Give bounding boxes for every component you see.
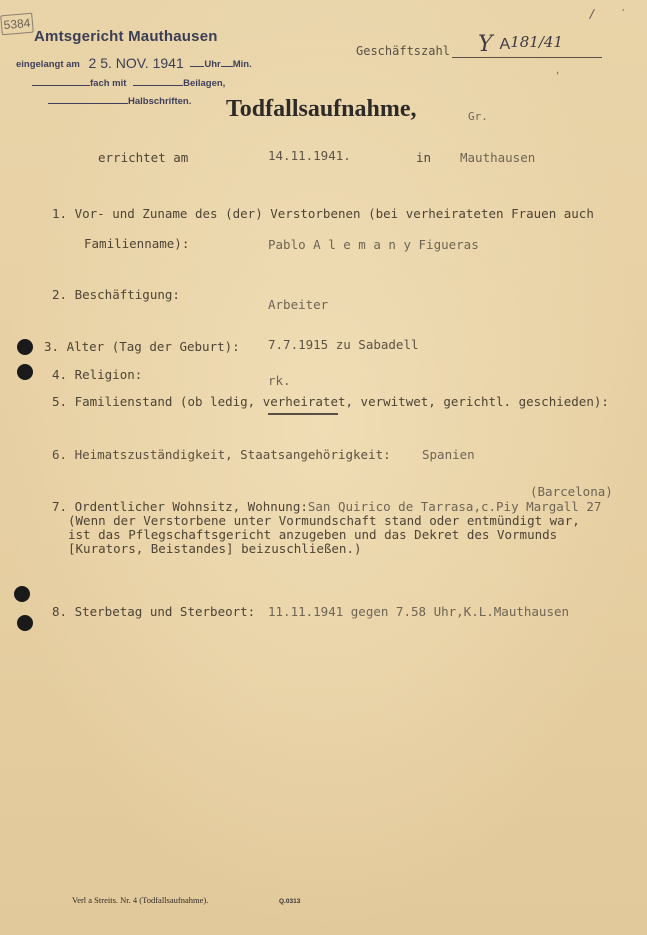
received-label: eingelangt am <box>16 59 80 70</box>
errichtet-label: errichtet am <box>98 150 189 165</box>
item3-label: 3. Alter (Tag der Geburt): <box>44 339 240 354</box>
in-label: in <box>416 150 432 165</box>
beilagen-blank <box>133 85 183 86</box>
item6-value: Spanien <box>422 447 475 462</box>
item7-line3: ist das Pflegschaftsgericht anzugeben und das Dekret des Vormunds <box>68 527 558 542</box>
punch-hole-second <box>17 364 33 380</box>
item3-value: 7.7.1915 zu Sabadell <box>268 337 419 352</box>
pencil-comma: , <box>556 64 560 76</box>
place-value: Mauthausen <box>460 150 536 165</box>
geschaeftszahl-letter: A <box>499 36 511 53</box>
gr-mark: Gr. <box>468 110 488 123</box>
item7-line4: [Kurators, Beistandes] beizuschließen.) <box>68 541 362 556</box>
item2-label: 2. Beschäftigung: <box>52 287 180 302</box>
item1-value: Pablo A l e m a n y Figueras <box>268 237 479 252</box>
item4-value: rk. <box>268 373 291 388</box>
item5-label: 5. Familienstand (ob ledig, verheiratet, verwitwet, gerichtl. geschieden): <box>52 394 609 409</box>
item7-label <box>52 499 601 514</box>
familienstand-rule <box>268 413 338 415</box>
footer-publisher: Verl a Streits. Nr. 4 (Todfallsaufnahme). <box>72 895 209 905</box>
geschaeftszahl-prefix: Y <box>478 32 493 57</box>
fach-line <box>32 78 225 89</box>
item1-label: 1. Vor- und Zuname des (der) Verstorbenen (bei verheirateten Frauen auch <box>52 206 594 221</box>
halbschriften-label: Halbschriften. <box>128 96 192 107</box>
page-title: Todfallsaufnahme, <box>226 96 417 122</box>
beilagen-label: Beilagen, <box>183 78 226 89</box>
punch-hole-third <box>14 586 30 602</box>
item7-label-text: 7. Ordentlicher Wohnsitz, Wohnung: <box>52 499 308 514</box>
item4-label: 4. Religion: <box>52 367 143 382</box>
received-date: 2 5. NOV. 1941 <box>88 55 184 71</box>
court-stamp: Amtsgericht Mauthausen <box>34 28 218 45</box>
halbschriften-blank <box>48 103 128 104</box>
item8-value: 11.11.1941 gegen 7.58 Uhr,K.L.Mauthausen <box>268 604 570 619</box>
geschaeftszahl-value <box>478 32 563 57</box>
document-id-stamp: 5384 <box>0 13 34 36</box>
received-line <box>16 54 252 70</box>
halbschriften-line <box>48 96 191 107</box>
item7-value: San Quirico de Tarrasa,c.Piy Margall 27 <box>307 499 602 514</box>
punch-hole-top <box>17 339 33 355</box>
pencil-mark: ’ <box>622 8 625 19</box>
geschaeftszahl-label: Geschäftszahl <box>356 44 450 58</box>
item6-label: 6. Heimatszuständigkeit, Staatsangehörigkeit: <box>52 447 391 462</box>
item8-label: 8. Sterbetag und Sterbeort: <box>52 604 256 619</box>
min-label: Min. <box>232 59 252 70</box>
fach-blank <box>32 85 90 86</box>
uhr-blank <box>190 66 204 67</box>
item1-label-cont: Familienname): <box>84 236 190 251</box>
punch-hole-bottom <box>17 615 33 631</box>
footer-code: Q.0313 <box>279 898 301 905</box>
fach-label: fach mit <box>90 78 127 89</box>
min-blank <box>221 66 233 67</box>
errichtet-date: 14.11.1941. <box>268 148 351 163</box>
pencil-tick: / <box>588 5 596 23</box>
uhr-label: Uhr <box>204 59 221 70</box>
geschaeftszahl-number: 181/41 <box>510 33 563 51</box>
item7-note: (Barcelona) <box>530 484 613 499</box>
item7-line2: (Wenn der Verstorbene unter Vormundschaft stand oder entmündigt war, <box>68 513 580 528</box>
geschaeftszahl-underline <box>452 57 602 58</box>
item2-value: Arbeiter <box>268 297 329 312</box>
